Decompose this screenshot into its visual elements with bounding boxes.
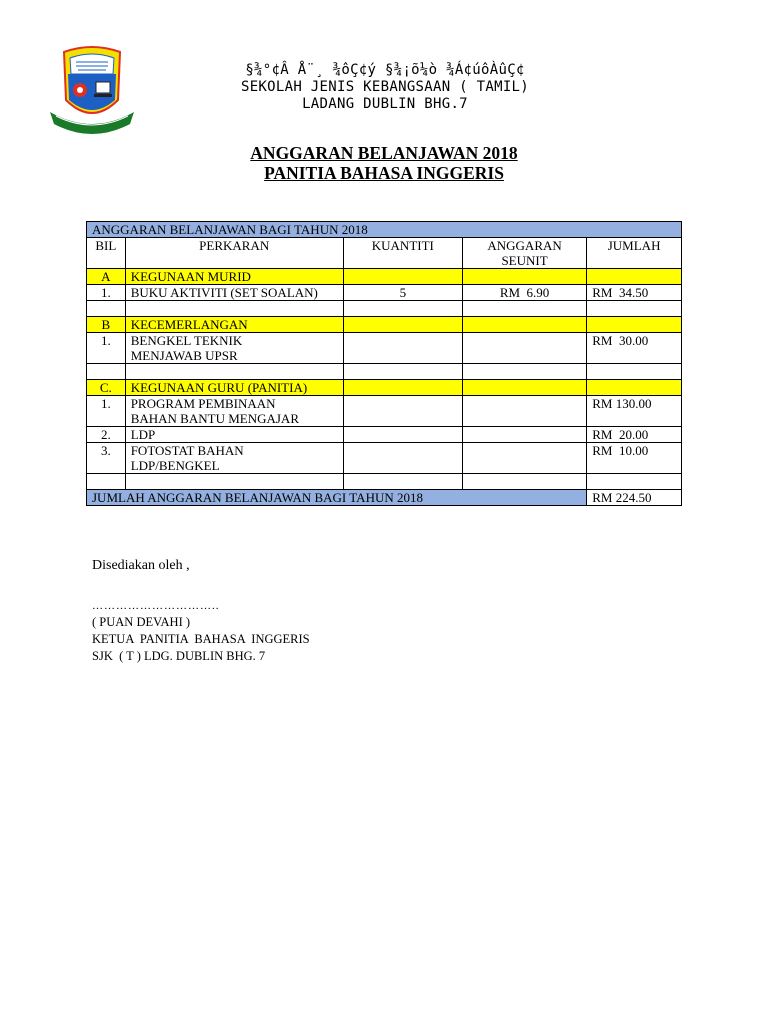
spacer-row [87, 474, 682, 490]
header-anggaran: ANGGARAN SEUNIT [462, 238, 586, 269]
empty-cell [587, 317, 682, 333]
section-code: A [87, 269, 126, 285]
table-header-row [87, 238, 682, 269]
table-row [87, 427, 682, 443]
row-kuantiti [343, 443, 462, 474]
header-jumlah: JUMLAH [587, 238, 682, 269]
empty-cell [587, 269, 682, 285]
section-code: C. [87, 380, 126, 396]
empty-cell [462, 317, 586, 333]
table-row [87, 396, 682, 427]
empty-cell [587, 380, 682, 396]
row-kuantiti [343, 427, 462, 443]
empty-cell [343, 380, 462, 396]
row-anggaran [462, 396, 586, 427]
row-jumlah: RM 20.00 [587, 427, 682, 443]
empty-cell [343, 317, 462, 333]
header-kuantiti: KUANTITI [343, 238, 462, 269]
empty-cell [462, 380, 586, 396]
section-row-a [87, 269, 682, 285]
document-title [0, 143, 768, 183]
row-jumlah: RM 34.50 [587, 285, 682, 301]
row-perkaran: PROGRAM PEMBINAAN BAHAN BANTU MENGAJAR [125, 396, 343, 427]
empty-cell [462, 269, 586, 285]
row-bil: 1. [87, 333, 126, 364]
row-perkaran: BUKU AKTIVITI (SET SOALAN) [125, 285, 343, 301]
total-label: JUMLAH ANGGARAN BELANJAWAN BAGI TAHUN 2018 [87, 490, 587, 506]
table-row [87, 443, 682, 474]
row-anggaran [462, 443, 586, 474]
header-perkaran: PERKARAN [125, 238, 343, 269]
title-line-2: PANITIA BAHASA INGGERIS [264, 163, 504, 183]
row-anggaran [462, 427, 586, 443]
section-title: KECEMERLANGAN [125, 317, 343, 333]
school-header [140, 62, 630, 113]
school-location: LADANG DUBLIN BHG.7 [302, 96, 468, 112]
row-perkaran: FOTOSTAT BAHAN LDP/BENGKEL [125, 443, 343, 474]
row-bil: 2. [87, 427, 126, 443]
row-kuantiti [343, 396, 462, 427]
table-caption-row [87, 222, 682, 238]
row-bil: 3. [87, 443, 126, 474]
signatory-name: ( PUAN DEVAHI ) [92, 615, 191, 629]
spacer-row [87, 301, 682, 317]
row-kuantiti: 5 [343, 285, 462, 301]
row-jumlah: RM 130.00 [587, 396, 682, 427]
row-anggaran [462, 333, 586, 364]
total-row [87, 490, 682, 506]
row-perkaran: LDP [125, 427, 343, 443]
signature-line: ………………………….. [92, 600, 220, 612]
row-perkaran: BENGKEL TEKNIK MENJAWAB UPSR [125, 333, 343, 364]
section-title: KEGUNAAN GURU (PANITIA) [125, 380, 343, 396]
table-row [87, 333, 682, 364]
header-bil: BIL [87, 238, 126, 269]
empty-cell [343, 269, 462, 285]
budget-table [86, 221, 682, 506]
section-code: B [87, 317, 126, 333]
section-row-c [87, 380, 682, 396]
row-bil: 1. [87, 396, 126, 427]
signatory-position: KETUA PANITIA BAHASA INGGERIS [92, 632, 310, 646]
school-name: SEKOLAH JENIS KEBANGSAAN ( TAMIL) [240, 79, 530, 95]
row-jumlah: RM 30.00 [587, 333, 682, 364]
signatory-school: SJK ( T ) LDG. DUBLIN BHG. 7 [92, 649, 266, 663]
row-bil: 1. [87, 285, 126, 301]
spacer-row [87, 364, 682, 380]
row-anggaran: RM 6.90 [462, 285, 586, 301]
total-value: RM 224.50 [587, 490, 682, 506]
section-row-b [87, 317, 682, 333]
school-name-tamil: §¾°¢Â Å¨¸ ¾ôÇ¢ý §¾¡õ¼ò ¾Á¢úôÀûÇ¢ [245, 62, 525, 78]
row-jumlah: RM 10.00 [587, 443, 682, 474]
section-title: KEGUNAAN MURID [125, 269, 343, 285]
school-crest-icon [46, 44, 138, 136]
row-kuantiti [343, 333, 462, 364]
table-row [87, 285, 682, 301]
title-line-1: ANGGARAN BELANJAWAN 2018 [250, 143, 518, 163]
prepared-by-label: Disediakan oleh , [92, 558, 190, 573]
table-caption: ANGGARAN BELANJAWAN BAGI TAHUN 2018 [87, 222, 682, 238]
signatory-details [92, 614, 310, 665]
